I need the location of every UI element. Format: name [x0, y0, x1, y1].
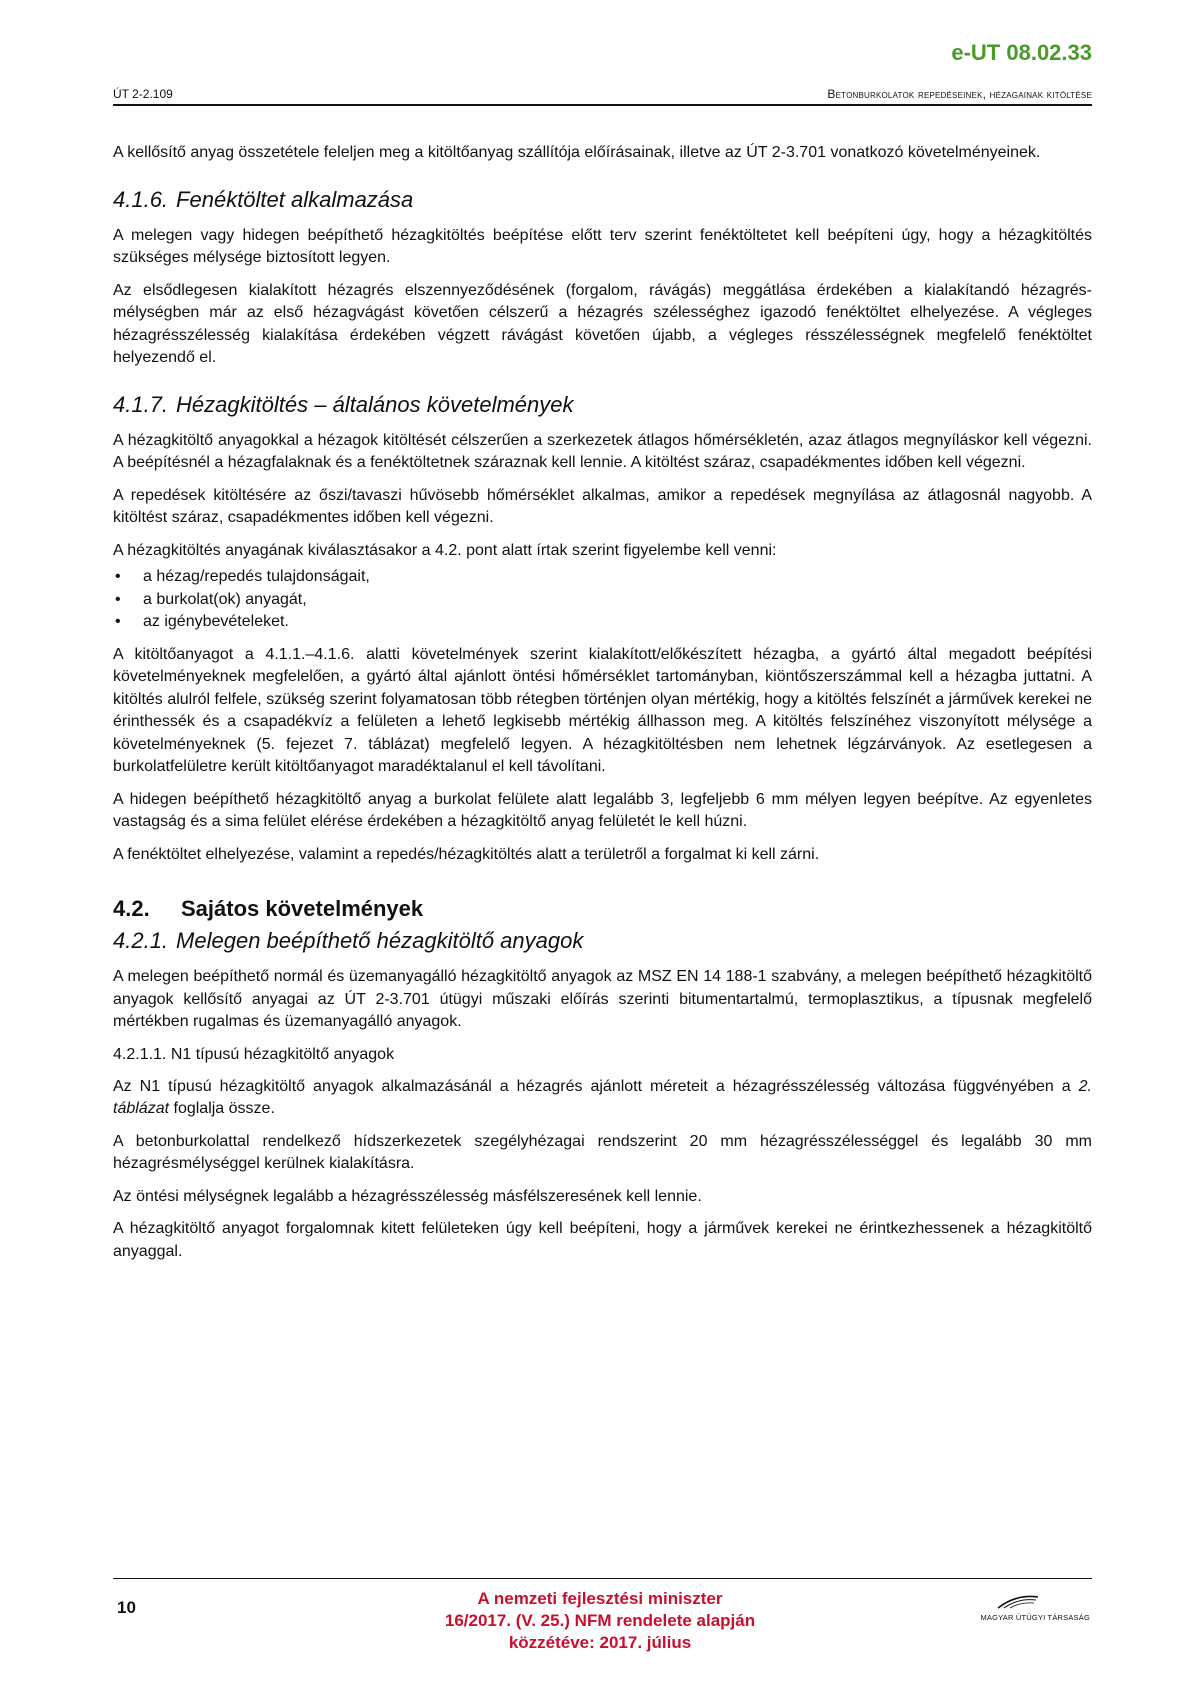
- section-heading-4-1-7: [113, 392, 1092, 418]
- publication-notice-line: 16/2017. (V. 25.) NFM rendelete alapján: [444, 1611, 756, 1630]
- publisher-name: MAGYAR ÚTÜGYI TÁRSASÁG: [980, 1613, 1090, 1622]
- paragraph: A hidegen beépíthető hézagkitöltő anyag a burkolat felülete alatt legalább 3, legfeljebb 6 mm mélyen legyen beépítve. Az egyenletes vastagság és a sima felület elérése érdekében a hézagkitöltő anyag felületét le kell húzni.: [113, 790, 1092, 830]
- paragraph: A melegen beépíthető normál és üzemanyagálló hézagkitöltő anyagok az MSZ EN 14 188-1 szabvány, a melegen beépíthető hézagkitöltő anyagok kellősítő anyagai az ÚT 2-3.701 útügyi műszaki előírás szerinti bitumentartalmú, termoplasztikus, a típusnak megfelelő mértékben rugalmas és üzemanyagálló anyagok.: [113, 968, 1092, 1030]
- standard-id: ÚT 2-2.109: [113, 87, 173, 101]
- list-item-text: a burkolat(ok) anyagát,: [143, 590, 307, 608]
- paragraph: [113, 1076, 1092, 1121]
- paragraph: A hézagkitöltés anyagának kiválasztásakor a 4.2. pont alatt írtak szerint figyelembe kell venni:: [113, 541, 777, 559]
- publisher-logo: [940, 1594, 1090, 1622]
- section-heading-4-2-1-1: 4.2.1.1. N1 típusú hézagkitöltő anyagok: [113, 1045, 395, 1063]
- running-header: [113, 86, 1092, 106]
- list-item-text: az igénybevételeket.: [143, 613, 289, 630]
- list-item-text: a hézag/repedés tulajdonságait,: [143, 568, 370, 585]
- section-number: 4.2.1.: [113, 928, 169, 953]
- bullet-icon: •: [115, 613, 121, 630]
- paragraph: A kellősítő anyag összetétele feleljen meg a kitöltőanyag szállítója előírásainak, illetve az ÚT 2-3.701 vonatkozó követelményeinek.: [113, 144, 1041, 161]
- section-title: Fenéktöltet alkalmazása: [176, 186, 414, 212]
- section-heading-4-1-6: [113, 187, 1092, 213]
- section-title: Sajátos követelmények: [181, 896, 424, 921]
- bullet-icon: •: [115, 590, 121, 608]
- bullet-icon: •: [115, 568, 121, 585]
- running-title: Betonburkolatok repedéseinek, hézagainak kitöltése: [827, 87, 1092, 101]
- list-item: [113, 611, 1092, 634]
- paragraph: A betonburkolattal rendelkező hídszerkezetek szegélyhézagai rendszerint 20 mm hézagrésszélességgel és legalább 30 mm hézagrésmélységgel kerülnek kialakításra.: [113, 1132, 1092, 1172]
- page-content: [113, 142, 1092, 1273]
- paragraph: A repedések kitöltésére az őszi/tavaszi hűvösebb hőmérséklet alkalmas, amikor a repedések megnyílása az átlagosnál nagyobb. A kitöltést száraz, csapadékmentes időben kell végezni.: [113, 486, 1092, 526]
- list-item: [113, 589, 1092, 612]
- section-heading-4-2: [113, 896, 1092, 922]
- bullet-list: [113, 566, 1092, 634]
- publication-notice-line: A nemzeti fejlesztési miniszter: [477, 1589, 723, 1608]
- publication-notice: [360, 1588, 840, 1654]
- paragraph: Az öntési mélységnek legalább a hézagrésszélesség másfélszeresének kell lennie.: [113, 1187, 702, 1205]
- publication-notice-line: közzétéve: 2017. július: [508, 1633, 692, 1652]
- paragraph: A kitöltőanyagot a 4.1.1.–4.1.6. alatti követelmények szerint kialakított/előkészített hézagba, a gyártó által megadott beépítési követelményeknek megfelelően, a gyártó által ajánlott öntési hőmérséklet tartományban, kiöntőszerszámmal kell a hézagba juttatni. A kitöltés alulról felfele, szükség szerint folyamatosan több rétegben történjen olyan mértékig, hogy a kitöltés felszínét a járművek kerekei ne érinthessék és a csapadékvíz a felületen a lehető legkisebb mértékig állhasson meg. A kitöltés felszínéhez viszonyított mélysége a követelményeknek (5. fejezet 7. táblázat) megfelelő legyen. A hézagkitöltésben nem lehetnek légzárványok. Az esetlegesen a burkolatfelületre került kitöltőanyagot maradéktalanul el kell távolítani.: [113, 645, 1092, 775]
- footer-divider: [113, 1578, 1092, 1579]
- section-number: 4.2.: [113, 896, 150, 921]
- page-number: 10: [117, 1598, 136, 1617]
- table-reference: 2. táblázat: [113, 1077, 1092, 1117]
- section-number: 4.1.6.: [113, 186, 169, 212]
- section-title: Melegen beépíthető hézagkitöltő anyagok: [176, 928, 584, 953]
- road-society-logo-icon: [996, 1594, 1040, 1610]
- section-title: Hézagkitöltés – általános követelmények: [176, 391, 574, 417]
- paragraph: Az elsődlegesen kialakított hézagrés elszennyeződésének (forgalom, rávágás) meggátlása érdekében a kialakítandó hézagrés-mélységben már az első hézagvágást követően célszerű a hézagrés szélességhez igazodó fenéktöltet elhelyezése. A végleges hézagrésszélesség kialakítása érdekében végzett rávágást követően újabb, a végleges résszélességnek megfelelő fenéktöltet helyezendő el.: [113, 281, 1092, 366]
- paragraph: A melegen vagy hidegen beépíthető hézagkitöltés beépítése előtt terv szerint fenéktöltetet kell beépíteni úgy, hogy a hézagkitöltés szükséges mélysége biztosított legyen.: [113, 226, 1092, 266]
- section-number: 4.1.7.: [113, 391, 169, 417]
- paragraph-text: Az N1 típusú hézagkitöltő anyagok alkalmazásánál a hézagrés ajánlott méreteit a hézagrésszélesség változása függvényében a: [113, 1077, 1079, 1095]
- document-code: e-UT 08.02.33: [951, 40, 1092, 65]
- list-item: [113, 566, 1092, 589]
- paragraph: A hézagkitöltő anyagokkal a hézagok kitöltését célszerűen a szerkezetek átlagos hőmérsékletén, azaz átlagos megnyíláskor kell végezni. A beépítésnél a hézagfalaknak és a fenéktöltetnek száraznak kell lennie. A kitöltést száraz, csapadékmentes időben kell végezni.: [113, 431, 1092, 471]
- paragraph: A fenéktöltet elhelyezése, valamint a repedés/hézagkitöltés alatt a területről a forgalmat ki kell zárni.: [113, 845, 820, 863]
- paragraph: A hézagkitöltő anyagot forgalomnak kitett felületeken úgy kell beépíteni, hogy a járművek kerekei ne érintkezhessenek a hézagkitöltő anyaggal.: [113, 1220, 1092, 1260]
- paragraph-text: foglalja össze.: [169, 1100, 275, 1117]
- section-heading-4-2-1: [113, 928, 1092, 954]
